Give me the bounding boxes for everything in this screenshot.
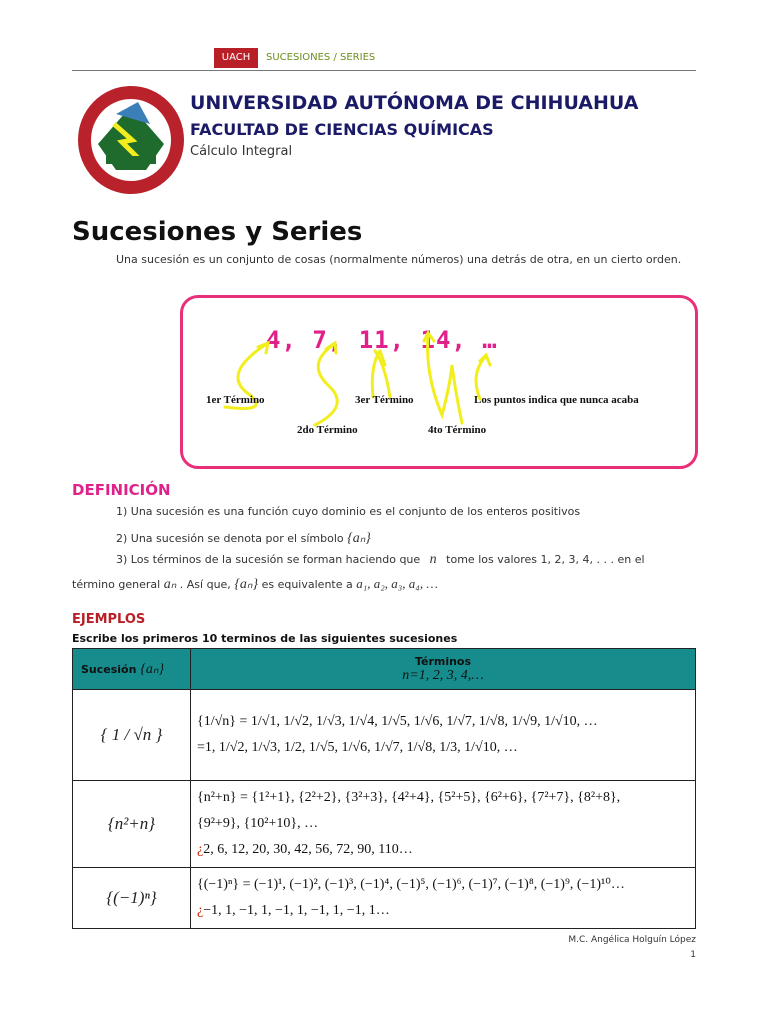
university-name: UNIVERSIDAD AUTÓNOMA DE CHIHUAHUA xyxy=(190,92,639,114)
inverted-question-mark: ¿ xyxy=(197,903,204,918)
label-second-term: 2do Término xyxy=(297,424,358,436)
terms-line xyxy=(197,898,689,924)
label-fourth-term: 4to Término xyxy=(428,424,487,436)
header-rule xyxy=(72,48,696,71)
label-third-term: 3er Término xyxy=(355,394,414,406)
label-first-term: 1er Término xyxy=(206,394,265,406)
intro-paragraph xyxy=(72,250,696,270)
sequence-cell: {n²+n} xyxy=(73,781,191,868)
terms-line: {n²+n} = {1²+1}, {2²+2}, {3²+3}, {4²+4}, {5²+5}, {6²+6}, {7²+7}, {8²+8}, xyxy=(197,790,621,805)
definition-item-1: 1) Una sucesión es una función cuyo dominio es el conjunto de los enteros positivos xyxy=(116,505,581,518)
header-terms-label: Términos xyxy=(414,654,472,668)
terms-line xyxy=(197,837,689,863)
page-number: 1 xyxy=(690,950,696,960)
terms-cell xyxy=(191,690,696,781)
symbol-list: a₁, a₂, a₃, a₄, … xyxy=(356,576,438,591)
terms-result: 2, 6, 12, 20, 30, 42, 56, 72, 90, 110… xyxy=(203,842,413,857)
header-sequence-label: Sucesión xyxy=(81,662,137,676)
definition-item-3d: . Así que, xyxy=(179,578,231,591)
intro-text: Una sucesión es un conjunto de cosas (normalmente números) una detrás de otra, en un cierto orden. xyxy=(116,253,682,266)
header-terms-sub: n=1, 2, 3, 4,… xyxy=(402,667,484,683)
definition-item-3 xyxy=(116,552,696,568)
example-sequence: 4, 7, 11, 14, … xyxy=(266,326,498,354)
header-section: SUCESIONES / SERIES xyxy=(266,52,376,63)
university-logo xyxy=(76,84,186,196)
header-tag: UACH xyxy=(214,48,258,68)
arrows-illustration xyxy=(180,295,692,465)
symbol-an-braced-2: {aₙ} xyxy=(234,577,259,592)
header-terms xyxy=(191,649,696,690)
terms-line: {9²+9}, {10²+10}, … xyxy=(197,816,319,831)
definition-item-3b: tome los valores 1, 2, 3, 4, . . . en el xyxy=(446,553,645,566)
examples-heading: EJEMPLOS xyxy=(72,612,146,627)
terms-result: −1, 1, −1, 1, −1, 1, −1, 1, −1, 1… xyxy=(203,903,390,918)
symbol-n: n xyxy=(429,552,437,567)
header-sequence-symbol: {aₙ} xyxy=(140,661,165,677)
definition-item-3c: término general xyxy=(72,578,161,591)
terms-line: {(−1)ⁿ} = (−1)¹, (−1)², (−1)³, (−1)⁴, (−1)⁵, (−1)⁶, (−1)⁷, (−1)⁸, (−1)⁹, (−1)¹⁰… xyxy=(197,877,625,892)
course-name: Cálculo Integral xyxy=(190,144,293,159)
terms-line: =1, 1/√2, 1/√3, 1/2, 1/√5, 1/√6, 1/√7, 1/√8, 1/3, 1/√10, … xyxy=(197,740,518,755)
sequence-cell: { 1 / √n } xyxy=(73,690,191,781)
label-dots-meaning: Los puntos indica que nunca acaba xyxy=(474,394,639,406)
table-row xyxy=(73,781,696,868)
definition-item-3e: es equivalente a xyxy=(261,578,353,591)
definition-heading: DEFINICIÓN xyxy=(72,481,171,499)
terms-cell xyxy=(191,781,696,868)
terms-line: {1/√n} = 1/√1, 1/√2, 1/√3, 1/√4, 1/√5, 1/√6, 1/√7, 1/√8, 1/√9, 1/√10, … xyxy=(197,714,598,729)
footer-author: M.C. Angélica Holguín López xyxy=(568,935,696,945)
page-title: Sucesiones y Series xyxy=(72,217,363,247)
sequence-cell: {(−1)ⁿ} xyxy=(73,868,191,929)
definition-item-3a: 3) Los términos de la sucesión se forman haciendo que xyxy=(116,553,421,566)
table-row xyxy=(73,690,696,781)
header-sequence xyxy=(73,649,191,690)
symbol-an: aₙ xyxy=(163,577,177,592)
table-header-row xyxy=(73,649,696,690)
inverted-question-mark: ¿ xyxy=(197,842,204,857)
symbol-an-braced: {aₙ} xyxy=(347,531,371,546)
examples-table xyxy=(72,648,696,929)
examples-subheading: Escribe los primeros 10 terminos de las siguientes sucesiones xyxy=(72,632,458,645)
terms-cell xyxy=(191,868,696,929)
table-row xyxy=(73,868,696,929)
definition-item-2 xyxy=(116,530,371,547)
definition-item-2-text: 2) Una sucesión se denota por el símbolo xyxy=(116,532,344,545)
definition-item-3-cont xyxy=(72,576,438,593)
faculty-name: FACULTAD DE CIENCIAS QUÍMICAS xyxy=(190,120,494,139)
